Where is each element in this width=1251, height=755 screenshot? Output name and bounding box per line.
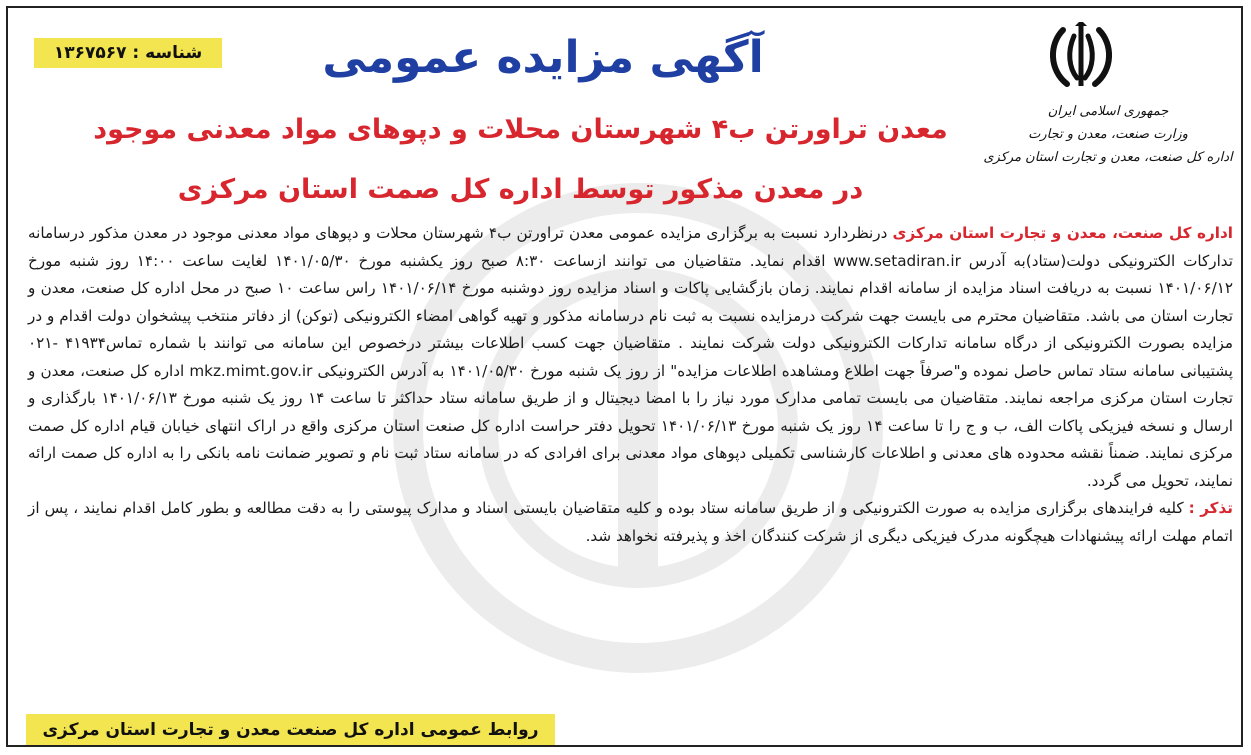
iran-emblem-icon xyxy=(1041,22,1121,92)
notice-body xyxy=(28,220,1233,680)
org-country: جمهوری اسلامی ایران xyxy=(1047,104,1169,119)
advertisement-frame xyxy=(6,6,1243,747)
subtitle-line-1: معدن تراورتن ب۴ شهرستان محلات و دپوهای مواد معدنی موجود xyxy=(93,114,948,145)
organization-name-block xyxy=(983,100,1233,169)
notice-id-badge: شناسه : ۱۳۶۷۵۶۷ xyxy=(34,38,222,68)
public-relations-signature: روابط عمومی اداره کل صنعت معدن و تجارت استان مرکزی xyxy=(26,714,555,746)
note-text: کلیه فرایندهای برگزاری مزایده به صورت الکترونیکی و از طریق سامانه ستاد بوده و کلیه متقاضیان بایستی اسناد و مدارک پیوستی را به دقت مطالعه و بطور کامل اقدام نمایند ، پس از اتمام مهلت ارائه پیشنهادات هیچگونه مدرک فیزیکی دیگری از شرکت کنندگان اخذ و پذیرفته نخواهد شد. xyxy=(28,499,1233,545)
lead-organization: اداره کل صنعت، معدن و تجارت استان مرکزی xyxy=(892,224,1233,242)
page-title: آگهی مزایده عمومی xyxy=(322,32,764,83)
org-department: اداره کل صنعت، معدن و تجارت استان مرکزی xyxy=(983,150,1233,165)
subtitle-line-2: در معدن مذکور توسط اداره کل صمت استان مرکزی xyxy=(177,174,864,205)
note-label: تذکر : xyxy=(1188,499,1233,517)
org-ministry: وزارت صنعت، معدن و تجارت xyxy=(1028,127,1188,142)
main-paragraph: درنظردارد نسبت به برگزاری مزایده عمومی معدن تراورتن ب۴ شهرستان محلات و دپوهای مواد معدنی موجود در معدن مذکور درسامانه تدارکات الکترونیکی دولت(ستاد)به آدرس www.setadiran.ir اقدام نماید. متقاضیان می توانند ازساعت ۸:۳۰ صبح روز یکشنبه مورخ ۱۴۰۱/۰۵/۳۰ لغایت ساعت ۱۴:۰۰ روز شنبه مورخ ۱۴۰۱/۰۶/۱۲ نسبت به دریافت اسناد مزایده از سامانه اقدام نمایند. زمان بازگشایی پاکات و اسناد مزایده روز دوشنبه مورخ ۱۴۰۱/۰۶/۱۴ راس ساعت ۱۰ صبح در محل اداره کل صنعت، معدن و تجارت استان می باشد. متقاضیان محترم می بایست جهت شرکت درمزایده نسبت به ثبت نام درسامانه مذکور و تهیه گواهی امضاء الکترونیکی (توکن) از دفاتر منتخب پیشخوان دولت اقدام و در مزایده بصورت الکترونیکی از درگاه سامانه تدارکات الکترونیکی دولت شرکت نمایند . متقاضیان جهت کسب اطلاعات بیشتر درخصوص این سامانه می توانند با شماره تماس۴۱۹۳۴ -۰۲۱ پشتیبانی سامانه ستاد تماس حاصل نموده و"صرفاً جهت اطلاع ومشاهده اطلاعات مزایده" از روز یک شنبه مورخ ۱۴۰۱/۰۵/۳۰ به آدرس الکترونیکی mkz.mimt.gov.ir اداره کل صنعت، معدن و تجارت استان مرکزی مراجعه نمایند. متقاضیان می بایست تمامی مدارک مورد نیاز را با امضا دیجیتال و از طریق سامانه ستاد حداکثر تا ساعت ۱۴ روز یک شنبه مورخ ۱۴۰۱/۰۶/۱۳ بارگذاری و ارسال و نسخه فیزیکی پاکات الف، ب و ج را تا ساعت ۱۴ روز یک شنبه مورخ ۱۴۰۱/۰۶/۱۳ تحویل دفتر حراست اداره کل صنعت استان مرکزی واقع در اراک انتهای خیابان قیام اداره کل صمت مرکزی نمایند. ضمناً نقشه محدوده های معدنی و اطلاعات کارشناسی تکمیلی دپوهای مواد معدنی برای افرادی که در سامانه ستاد ثبت نام و تصویر ضمانت نامه بانکی را به اداره کل صمت ارائه نمایند، تحویل می گردد. xyxy=(28,224,1234,490)
